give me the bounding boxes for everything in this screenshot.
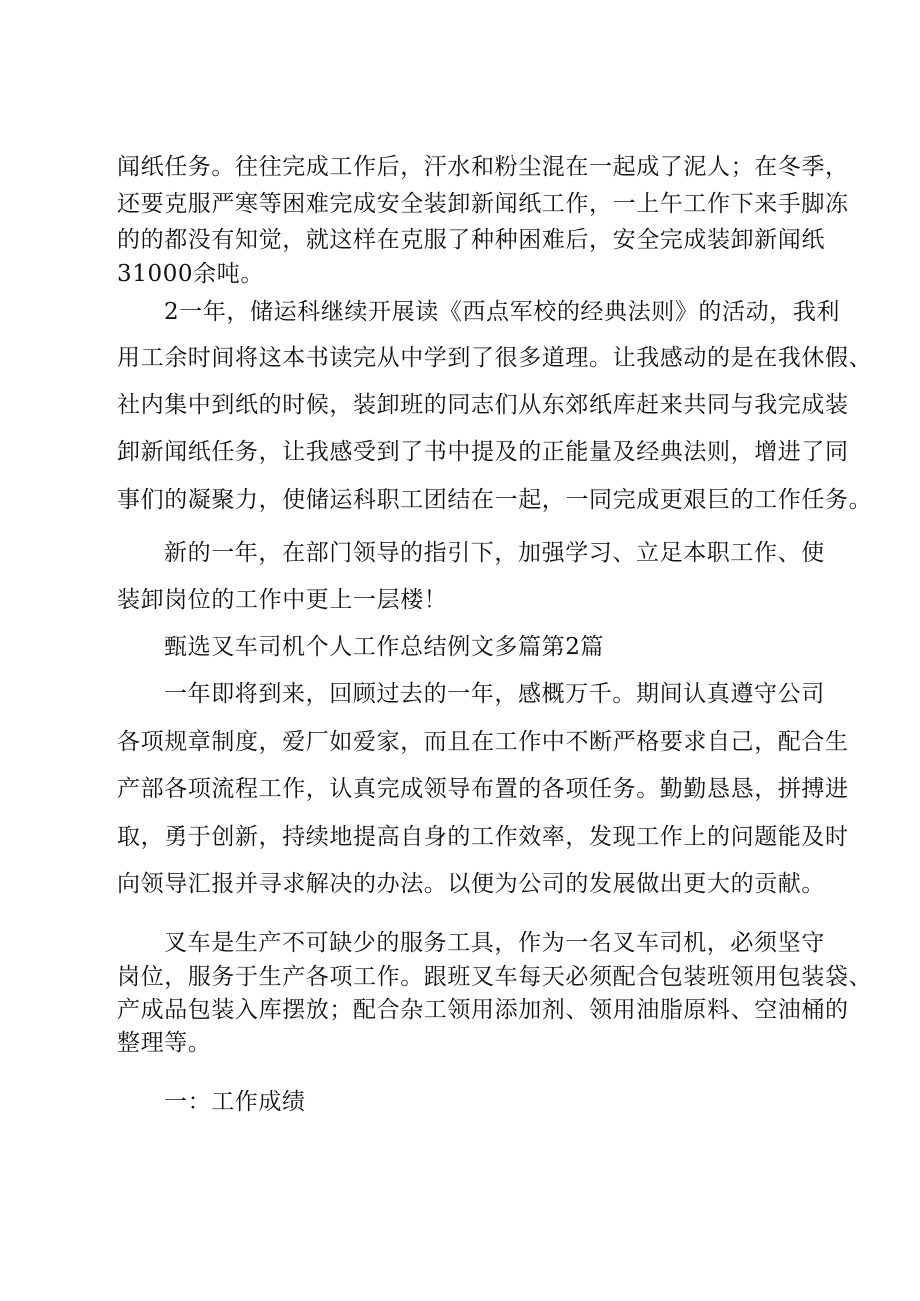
paragraph-6-line-1: 一：工作成绩 <box>164 1089 306 1115</box>
paragraph-2-line-2: 用工余时间将这本书读完从中学到了很多道理。让我感动的是在我休假、 <box>117 345 873 371</box>
paragraph-4-line-5: 向领导汇报并寻求解决的办法。以便为公司的发展做出更大的贡献。 <box>117 871 825 897</box>
paragraph-2-line-1: 2一年，储运科继续开展读《西点军校的经典法则》的活动，我利 <box>164 299 841 325</box>
paragraph-5-line-1: 叉车是生产不可缺少的服务工具，作为一名叉车司机，必须坚守 <box>164 930 825 956</box>
paragraph-4-line-3: 产部各项流程工作，认真完成领导布置的各项任务。勤勤恳恳，拼搏进 <box>117 776 849 802</box>
paragraph-2-line-4: 卸新闻纸任务，让我感受到了书中提及的正能量及经典法则，增进了同 <box>117 439 849 465</box>
paragraph-1-line-1: 闻纸任务。往往完成工作后，汗水和粉尘混在一起成了泥人；在冬季， <box>117 154 849 180</box>
paragraph-2-line-5: 事们的凝聚力，使储运科职工团结在一起，一同完成更艰巨的工作任务。 <box>117 487 873 513</box>
paragraph-1-line-3: 的的都没有知觉，就这样在克服了种种困难后，安全完成装卸新闻纸 <box>117 227 825 253</box>
paragraph-5-line-3: 产成品包装入库摆放；配合杂工领用添加剂、领用油脂原料、空油桶的 <box>117 997 849 1023</box>
paragraph-4-line-1: 一年即将到来，回顾过去的一年，感概万千。期间认真遵守公司 <box>164 681 825 707</box>
paragraph-3-line-2: 装卸岗位的工作中更上一层楼！ <box>117 587 448 613</box>
paragraph-1-line-4: 31000余吨。 <box>117 261 264 287</box>
paragraph-4-line-2: 各项规章制度，爱厂如爱家，而且在工作中不断严格要求自己，配合生 <box>117 729 849 755</box>
paragraph-2-line-3: 社内集中到纸的时候，装卸班的同志们从东郊纸库赶来共同与我完成装 <box>117 392 849 418</box>
paragraph-5-line-4: 整理等。 <box>117 1030 212 1056</box>
section-heading: 甄选叉车司机个人工作总结例文多篇第2篇 <box>164 634 605 660</box>
paragraph-1-line-2: 还要克服严寒等困难完成安全装卸新闻纸工作，一上午工作下来手脚冻 <box>117 191 849 217</box>
paragraph-4-line-4: 取，勇于创新，持续地提高自身的工作效率，发现工作上的问题能及时 <box>117 824 849 850</box>
paragraph-3-line-1: 新的一年，在部门领导的指引下，加强学习、立足本职工作、使 <box>164 540 825 566</box>
paragraph-5-line-2: 岗位，服务于生产各项工作。跟班叉车每天必须配合包装班领用包装袋、 <box>117 964 873 990</box>
